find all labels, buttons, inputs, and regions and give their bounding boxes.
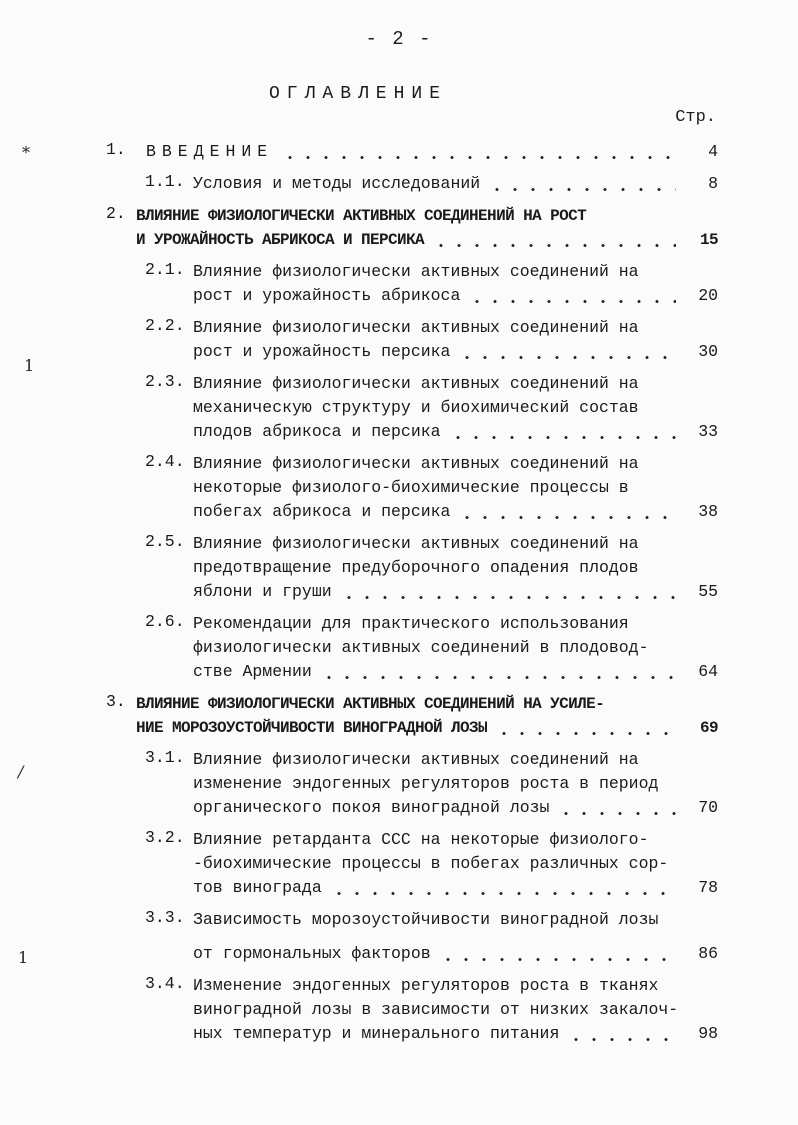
toc-entry-title: тов винограда xyxy=(193,878,322,897)
toc-entry-number: 3.4. xyxy=(145,974,185,993)
toc-entry-body xyxy=(193,748,718,820)
toc-entry-title: от гормональных факторов xyxy=(193,944,431,963)
toc-entry-line: -биохимические процессы в побегах различных сор- xyxy=(193,854,669,873)
toc-entry-number: 2.6. xyxy=(145,612,185,631)
toc-entry-line: Влияние физиологически активных соединений на xyxy=(193,534,639,553)
toc-entry-line: Влияние ретарданта ССС на некоторые физиолого- xyxy=(193,830,649,849)
toc-entry-line: некоторые физиолого-биохимические процессы в xyxy=(193,478,629,497)
toc-entry-page: 30 xyxy=(698,342,718,361)
toc-entry-number: 2.1. xyxy=(145,260,185,279)
toc-entry-body xyxy=(193,974,718,1046)
toc-entry-line: ВЛИЯНИЕ ФИЗИОЛОГИЧЕСКИ АКТИВНЫХ СОЕДИНЕНИЙ НА УСИЛЕ- xyxy=(136,695,605,713)
margin-mark: / xyxy=(18,762,24,781)
toc-entry-body xyxy=(193,828,718,900)
toc-entry-title: НИЕ МОРОЗОУСТОЙЧИВОСТИ ВИНОГРАДНОЙ ЛОЗЫ xyxy=(136,719,488,737)
toc-entry-page: 55 xyxy=(698,582,718,601)
toc-entry-title: яблони и груши xyxy=(193,582,332,601)
toc-entry-body xyxy=(193,372,718,444)
toc-entry-line: физиологически активных соединений в плодовод- xyxy=(193,638,649,657)
leader-dots xyxy=(340,596,676,599)
toc-entry-title: органического покоя виноградной лозы xyxy=(193,798,550,817)
margin-mark: * xyxy=(22,143,30,162)
leader-dots xyxy=(330,892,676,895)
toc-entry-page: 70 xyxy=(698,798,718,817)
toc-entry-line: предотвращение предуборочного опадения плодов xyxy=(193,558,639,577)
toc-entry-line: Зависимость морозоустойчивости виноградной лозы xyxy=(193,910,659,929)
toc-entry-body xyxy=(136,204,718,252)
toc-entry-line: Изменение эндогенных регуляторов роста в тканях xyxy=(193,976,659,995)
leader-dots xyxy=(458,516,676,519)
toc-entry-body xyxy=(193,612,718,684)
toc-entry-line: Влияние физиологически активных соединений на xyxy=(193,750,639,769)
toc-entry-body xyxy=(193,532,718,604)
toc-entry-page: 4 xyxy=(708,142,718,161)
toc-entry-title: Условия и методы исследований xyxy=(193,174,481,193)
leader-dots xyxy=(432,244,676,247)
toc-entry-page: 20 xyxy=(698,286,718,305)
toc-entry-line: Влияние физиологически активных соединений на xyxy=(193,454,639,473)
toc-entry-number: 3. xyxy=(106,692,126,711)
toc-entry-line: виноградной лозы в зависимости от низких закалоч- xyxy=(193,1000,679,1019)
toc-entry-line: Влияние физиологически активных соединений на xyxy=(193,374,639,393)
toc-entry-line: Рекомендации для практического использования xyxy=(193,614,629,633)
toc-entry-title: плодов абрикоса и персика xyxy=(193,422,441,441)
toc-entry-number: 3.1. xyxy=(145,748,185,767)
leader-dots xyxy=(281,156,676,159)
leader-dots xyxy=(488,188,676,191)
toc-entry-page: 78 xyxy=(698,878,718,897)
toc-entry-number: 2.2. xyxy=(145,316,185,335)
leader-dots xyxy=(495,732,676,735)
toc-entry-body xyxy=(193,316,718,364)
leader-dots xyxy=(439,958,676,961)
margin-mark: 1 xyxy=(24,356,35,375)
toc-entry-body xyxy=(136,692,718,740)
toc-entry-title: ВВЕДЕНИЕ xyxy=(146,142,274,161)
toc-entry-title: рост и урожайность персика xyxy=(193,342,451,361)
leader-dots xyxy=(468,300,676,303)
toc-entry-title: И УРОЖАЙНОСТЬ АБРИКОСА И ПЕРСИКА xyxy=(136,231,425,249)
toc-entry-number: 3.2. xyxy=(145,828,185,847)
toc-entry-number: 2.4. xyxy=(145,452,185,471)
leader-dots xyxy=(458,356,676,359)
toc-entry-line: ВЛИЯНИЕ ФИЗИОЛОГИЧЕСКИ АКТИВНЫХ СОЕДИНЕНИЙ НА РОСТ xyxy=(136,207,587,225)
toc-entry-line: изменение эндогенных регуляторов роста в период xyxy=(193,774,659,793)
toc-entry-body xyxy=(193,172,718,196)
toc-entry-line: Влияние физиологически активных соединений на xyxy=(193,318,639,337)
toc-entry-number: 1.1. xyxy=(145,172,185,191)
toc-entry-page: 8 xyxy=(708,174,718,193)
toc-entry-page: 69 xyxy=(699,719,718,737)
page-number: - 2 - xyxy=(365,28,433,50)
toc-entry-title: стве Армении xyxy=(193,662,312,681)
toc-entry-body xyxy=(146,140,718,164)
toc-entry-body xyxy=(193,260,718,308)
toc-entry-page: 64 xyxy=(698,662,718,681)
toc-entry-number: 2.5. xyxy=(145,532,185,551)
leader-dots xyxy=(320,676,676,679)
toc-entry-title: побегах абрикоса и персика xyxy=(193,502,451,521)
page-title: ОГЛАВЛЕНИЕ xyxy=(268,84,448,104)
margin-mark: 1 xyxy=(18,948,29,967)
toc-entry-number: 2. xyxy=(106,204,126,223)
toc-entry-line: механическую структуру и биохимический состав xyxy=(193,398,639,417)
toc-entry-body xyxy=(193,908,718,966)
toc-entry-number: 2.3. xyxy=(145,372,185,391)
toc-entry-page: 15 xyxy=(699,231,718,249)
toc-entry-page: 86 xyxy=(698,944,718,963)
toc-entry-page: 38 xyxy=(698,502,718,521)
leader-dots xyxy=(557,812,676,815)
leader-dots xyxy=(449,436,676,439)
toc-entry-title: рост и урожайность абрикоса xyxy=(193,286,461,305)
toc-entry-line: Влияние физиологически активных соединений на xyxy=(193,262,639,281)
leader-dots xyxy=(567,1038,676,1041)
toc-entry-page: 33 xyxy=(698,422,718,441)
toc-entry-title: ных температур и минерального питания xyxy=(193,1024,560,1043)
page-column-label: Стр. xyxy=(675,108,716,127)
toc-entry-body xyxy=(193,452,718,524)
toc-entry-number: 1. xyxy=(106,140,126,159)
toc-entry-number: 3.3. xyxy=(145,908,185,927)
toc-entry-page: 98 xyxy=(698,1024,718,1043)
